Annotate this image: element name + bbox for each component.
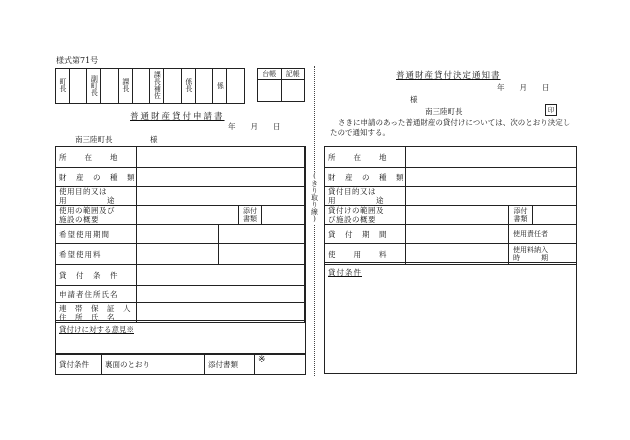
opinion-box[interactable] <box>55 320 306 354</box>
stamp-label-deputy-mayor: 副町長 <box>90 74 99 96</box>
notice-label-period: 貸 付 期 間 <box>325 225 406 244</box>
notice-body: さきに申請のあった普通財産の貸付けについては、次のとおり決定したので通知する。 <box>330 118 571 137</box>
stamp-label-staff: 係 <box>216 81 225 89</box>
notice-date: 年 月 日 <box>497 83 550 92</box>
desired-fee-field[interactable] <box>136 244 218 265</box>
notice-location-field[interactable] <box>405 147 577 168</box>
notice-label-attachments-line1: 添付 <box>513 207 528 215</box>
application-table <box>55 146 305 323</box>
notice-table <box>324 146 577 265</box>
notice-scope-field[interactable] <box>405 206 509 225</box>
notice-label-attachments <box>509 206 533 225</box>
form-number: 様式第71号 <box>56 56 99 65</box>
label-attachments-line1: 添付 <box>243 207 257 215</box>
notice-attachments-field[interactable] <box>533 206 577 225</box>
opinion-label: 貸付けに対する意見※ <box>59 325 134 334</box>
applicant-field[interactable] <box>136 286 305 303</box>
label-guarantor-line1: 連 帯 保 証 人 <box>59 303 131 313</box>
label-purpose-line2: 用 途 <box>59 196 115 205</box>
notice-label-due-line1: 使用料納入 <box>513 246 548 254</box>
review-conditions-value: 裏面のとおり <box>102 355 205 375</box>
label-scope-line2: 施設の概要 <box>59 215 99 224</box>
stamp-label-section-chief: 課長 <box>121 78 130 92</box>
notice-title: 普通財産貸付決定通知書 <box>396 71 501 81</box>
label-property-type: 財 産 の 種 類 <box>56 168 137 187</box>
notice-label-purpose <box>325 187 406 206</box>
seal-mark: 印 <box>545 104 557 116</box>
review-table <box>55 354 306 375</box>
cut-line-label: (きり取り線) <box>310 172 319 223</box>
stamp-label-assistant-chief: 課長補佐 <box>153 71 162 99</box>
label-scope-line1: 使用の範囲及び <box>59 206 115 215</box>
label-review-conditions: 貸付条件 <box>56 355 102 375</box>
notice-issuer: 南三陸町長 <box>425 107 463 116</box>
notice-conditions-label: 貸付条件 <box>328 268 362 277</box>
application-date: 年 月 日 <box>228 122 281 131</box>
scope-field[interactable] <box>136 206 239 225</box>
label-purpose <box>56 187 137 206</box>
label-attachments <box>239 206 262 225</box>
attachments-field[interactable] <box>262 206 305 225</box>
desired-period-to[interactable] <box>218 225 305 244</box>
stamp-label-subsection-chief: 係長 <box>184 78 193 92</box>
notice-label-attachments-line2: 書類 <box>513 215 528 223</box>
ledger-table <box>257 68 305 102</box>
notice-label-responsible: 使用責任者 <box>509 225 577 244</box>
desired-period-from[interactable] <box>136 225 218 244</box>
application-title: 普通財産貸付申請書 <box>130 112 225 122</box>
notice-label-purpose-line2: 用 途 <box>328 196 384 205</box>
approval-stamp-table <box>55 68 245 104</box>
notice-label-purpose-line1: 貸付目的又は <box>328 187 376 196</box>
conditions-field[interactable] <box>136 265 305 286</box>
application-addressee: 南三陸町長 様 <box>75 135 158 144</box>
ledger-label: 台帳 <box>258 69 282 80</box>
notice-property-type-field[interactable] <box>405 168 577 187</box>
notice-purpose-field[interactable] <box>405 187 577 206</box>
notice-conditions-box[interactable] <box>324 262 577 374</box>
stamp-label-mayor: 町長 <box>58 78 67 92</box>
label-scope <box>56 206 137 225</box>
label-desired-fee: 希望使用料 <box>56 244 137 265</box>
property-type-field[interactable] <box>136 168 305 187</box>
label-conditions: 貸 付 条 件 <box>56 265 137 286</box>
label-review-attachments: 添付書類 <box>205 355 255 375</box>
review-attachments-mark: ※ <box>255 355 306 375</box>
notice-label-due-line2: 時 期 <box>513 254 548 262</box>
desired-fee-note[interactable] <box>218 244 305 265</box>
notice-period-field[interactable] <box>405 225 509 244</box>
notice-label-scope-line1: 貸付けの範囲及 <box>328 206 384 215</box>
label-purpose-line1: 使用目的又は <box>59 187 107 196</box>
notice-label-location: 所 在 地 <box>325 147 406 168</box>
location-field[interactable] <box>136 147 305 168</box>
label-attachments-line2: 書類 <box>243 215 257 223</box>
notice-label-fee: 使 用 料 <box>325 244 406 265</box>
notice-label-scope-line2: び施設の概要 <box>328 215 376 224</box>
notice-label-property-type: 財 産 の 種 類 <box>325 168 406 187</box>
label-desired-period: 希望使用期間 <box>56 225 137 244</box>
entry-label: 記帳 <box>281 69 305 80</box>
label-applicant: 申請者住所氏名 <box>56 286 137 303</box>
notice-addressee: 様 <box>410 95 418 104</box>
label-guarantor-line2: 住 所 氏 名 <box>59 312 115 322</box>
label-location: 所 在 地 <box>56 147 137 168</box>
notice-label-scope <box>325 206 406 225</box>
cut-line-label-wrapper <box>306 172 322 225</box>
purpose-field[interactable] <box>136 187 305 206</box>
